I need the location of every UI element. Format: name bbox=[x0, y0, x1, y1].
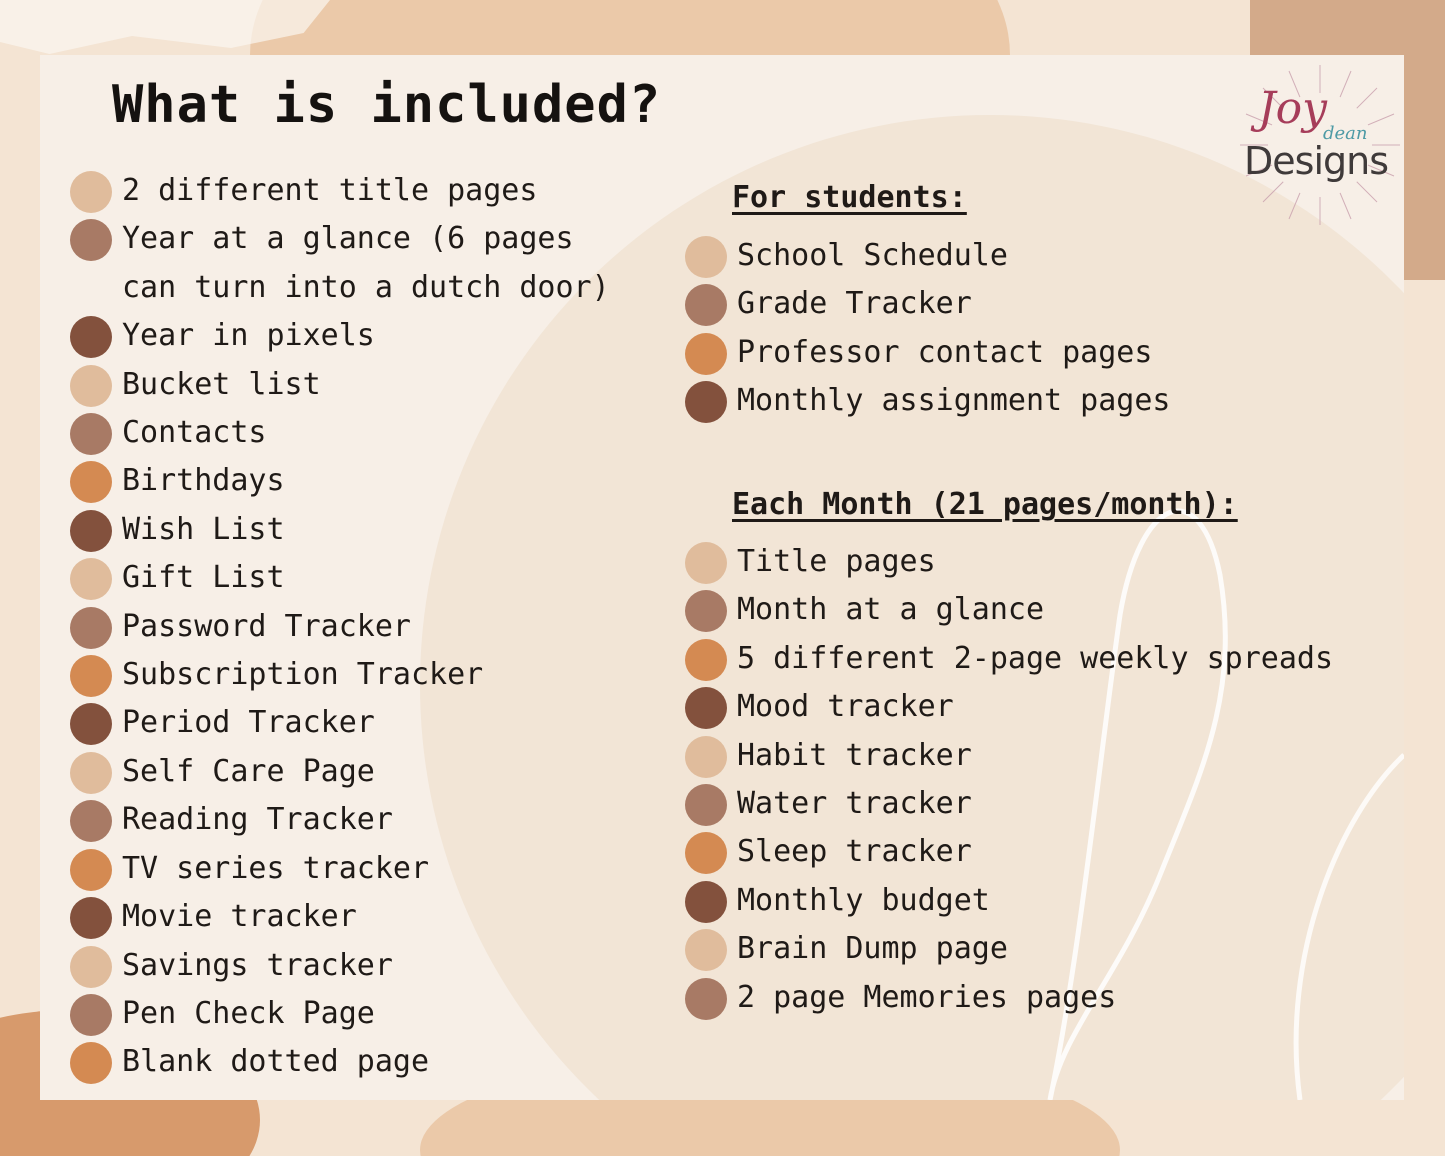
bullet-dot-icon bbox=[685, 736, 727, 778]
list-item bbox=[70, 603, 630, 651]
list-item-label: Mood tracker bbox=[737, 689, 954, 725]
bullet-dot-icon bbox=[70, 510, 112, 552]
bullet-dot-icon bbox=[685, 832, 727, 874]
list-item-label: Savings tracker bbox=[122, 947, 393, 983]
bullet-dot-icon bbox=[70, 413, 112, 455]
list-item-label: TV series tracker bbox=[122, 850, 430, 886]
logo-designs-text: Designs bbox=[1244, 139, 1388, 183]
list-item bbox=[685, 586, 1333, 634]
list-item-label: Gift List bbox=[122, 560, 285, 596]
list-item-label: Brain Dump page bbox=[737, 931, 1008, 967]
bullet-dot-icon bbox=[70, 171, 112, 213]
bullet-dot-icon bbox=[70, 703, 112, 745]
bullet-dot-icon bbox=[70, 365, 112, 407]
list-item bbox=[70, 699, 630, 747]
bullet-dot-icon bbox=[70, 219, 112, 261]
list-item bbox=[685, 232, 1170, 280]
bullet-dot-icon bbox=[685, 687, 727, 729]
list-item-label: School Schedule bbox=[737, 238, 1008, 273]
list-item bbox=[70, 215, 630, 312]
list-item bbox=[70, 167, 630, 215]
list-item-label: Wish List bbox=[122, 511, 285, 547]
list-item bbox=[70, 409, 630, 457]
bullet-dot-icon bbox=[685, 236, 727, 278]
logo-dean-text: dean bbox=[1323, 123, 1368, 144]
list-item bbox=[685, 780, 1333, 828]
bullet-dot-icon bbox=[685, 978, 727, 1020]
list-item-label: 2 page Memories pages bbox=[737, 979, 1117, 1015]
list-item bbox=[70, 554, 630, 602]
bullet-dot-icon bbox=[685, 881, 727, 923]
bullet-dot-icon bbox=[70, 461, 112, 503]
bullet-dot-icon bbox=[70, 752, 112, 794]
list-item bbox=[70, 845, 630, 893]
list-item-label: 5 different 2-page weekly spreads bbox=[737, 640, 1334, 676]
list-item-label: Period Tracker bbox=[122, 705, 375, 741]
bullet-dot-icon bbox=[685, 929, 727, 971]
list-item-label: Month at a glance bbox=[737, 592, 1045, 628]
list-item bbox=[685, 925, 1333, 973]
list-item bbox=[685, 377, 1170, 425]
bullet-dot-icon bbox=[685, 639, 727, 681]
bullet-dot-icon bbox=[70, 946, 112, 988]
list-item-label: Year in pixels bbox=[122, 318, 375, 354]
bullet-dot-icon bbox=[685, 590, 727, 632]
list-item bbox=[685, 538, 1333, 586]
list-item bbox=[70, 312, 630, 360]
list-item-label: Pen Check Page bbox=[122, 995, 375, 1031]
bullet-dot-icon bbox=[685, 381, 727, 423]
list-item-label: Self Care Page bbox=[122, 753, 375, 789]
bullet-dot-icon bbox=[70, 849, 112, 891]
list-item-label: Reading Tracker bbox=[122, 802, 393, 838]
page-title: What is included? bbox=[112, 75, 662, 135]
list-item-label: Birthdays bbox=[122, 463, 285, 499]
list-item-label: Subscription Tracker bbox=[122, 657, 484, 693]
list-item bbox=[70, 942, 630, 990]
list-item-label: Bucket list bbox=[122, 366, 321, 402]
list-item bbox=[685, 732, 1333, 780]
list-item bbox=[685, 683, 1333, 731]
list-item-label: Password Tracker bbox=[122, 608, 411, 644]
joy-dean-designs-logo bbox=[1238, 63, 1403, 228]
list-item-label: Habit tracker bbox=[737, 737, 972, 773]
bullet-dot-icon bbox=[70, 1042, 112, 1084]
bullet-dot-icon bbox=[70, 655, 112, 697]
monthly-heading: Each Month (21 pages/month): bbox=[732, 487, 1238, 522]
list-item-label: Year at a glance (6 pages can turn into a dutch door) bbox=[122, 221, 610, 305]
list-item bbox=[685, 877, 1333, 925]
bullet-dot-icon bbox=[70, 607, 112, 649]
list-item bbox=[70, 893, 630, 941]
list-item-label: Movie tracker bbox=[122, 899, 357, 935]
list-item-label: Title pages bbox=[737, 544, 936, 579]
list-item bbox=[70, 361, 630, 409]
list-item bbox=[70, 1038, 630, 1086]
list-item bbox=[685, 828, 1333, 876]
list-item bbox=[685, 329, 1170, 377]
monthly-list bbox=[685, 538, 1333, 1022]
bullet-dot-icon bbox=[70, 316, 112, 358]
bullet-dot-icon bbox=[685, 333, 727, 375]
list-item-label: 2 different title pages bbox=[122, 173, 538, 208]
list-item-label: Monthly budget bbox=[737, 882, 990, 918]
students-list bbox=[685, 232, 1170, 426]
bullet-dot-icon bbox=[70, 897, 112, 939]
bullet-dot-icon bbox=[70, 558, 112, 600]
list-item-label: Grade Tracker bbox=[737, 286, 972, 322]
list-item bbox=[685, 635, 1333, 683]
list-item-label: Monthly assignment pages bbox=[737, 383, 1171, 419]
bullet-dot-icon bbox=[685, 542, 727, 584]
bullet-dot-icon bbox=[70, 800, 112, 842]
list-item bbox=[685, 280, 1170, 328]
list-item-label: Sleep tracker bbox=[737, 834, 972, 870]
bullet-dot-icon bbox=[685, 784, 727, 826]
bullet-dot-icon bbox=[685, 284, 727, 326]
list-item-label: Professor contact pages bbox=[737, 334, 1153, 370]
logo-joy-text: Joy bbox=[1258, 83, 1327, 134]
students-heading: For students: bbox=[732, 180, 967, 215]
bullet-dot-icon bbox=[70, 994, 112, 1036]
list-item bbox=[70, 990, 630, 1038]
list-item bbox=[70, 506, 630, 554]
list-item bbox=[70, 651, 630, 699]
list-item-label: Blank dotted page bbox=[122, 1044, 430, 1080]
list-item-label: Water tracker bbox=[737, 786, 972, 822]
list-item-label: Contacts bbox=[122, 415, 267, 451]
list-item bbox=[70, 748, 630, 796]
content-card bbox=[40, 55, 1404, 1100]
list-item bbox=[70, 457, 630, 505]
list-item bbox=[685, 974, 1333, 1022]
included-list bbox=[70, 167, 630, 1087]
list-item bbox=[70, 796, 630, 844]
